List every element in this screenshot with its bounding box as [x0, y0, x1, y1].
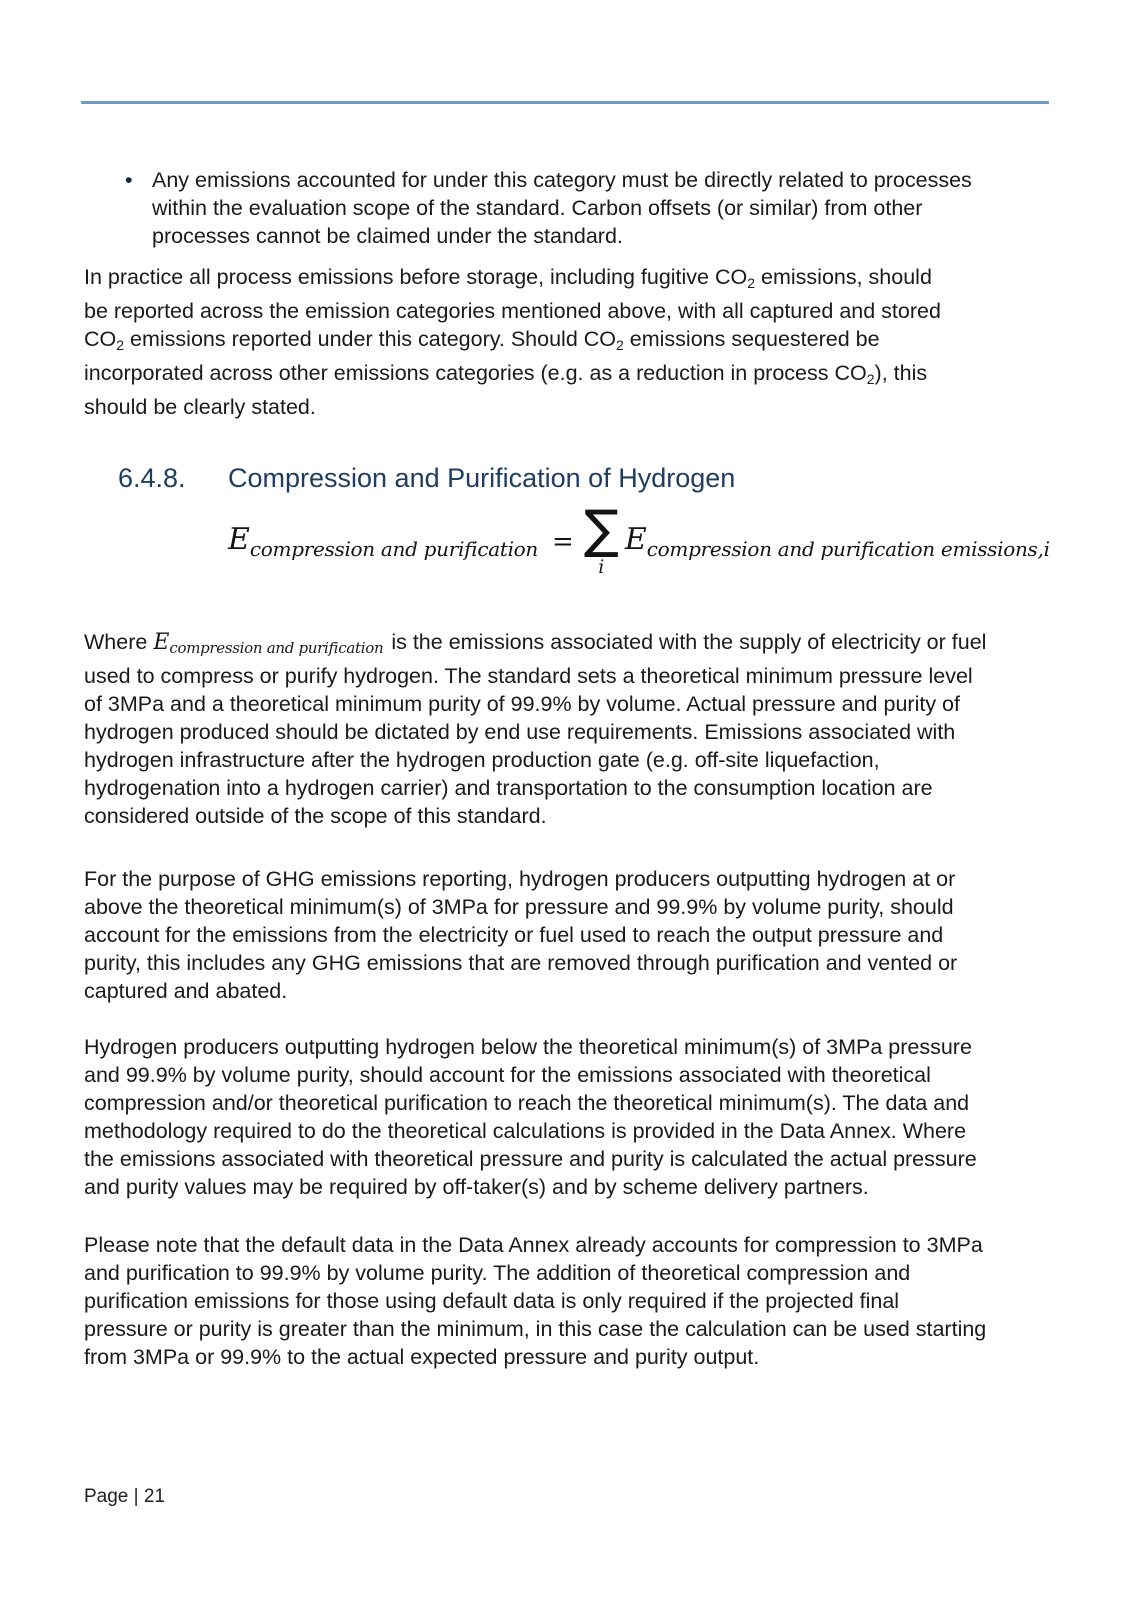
summation-index: i — [598, 556, 605, 579]
sigma-icon: ∑ — [583, 500, 619, 560]
paragraph-where-definition: Where Ecompression and purification is the emissions associated with the supply of electricity or fuel used to compress or purify hydrogen. The standard sets a theoretical minimum pressure level of 3MPa and a theoretical minimum purity of 99.9% by volume. Actual pressure and purity of hydrogen produced should be dictated by end use requirements. Emissions associated with hydrogen infrastructure after the hydrogen production gate (e.g. off-site liquefaction, hydrogenation into a hydrogen carrier) and transportation to the consumption location are considered outside of the scope of this standard. — [84, 630, 987, 828]
paragraph-below-minimum: Hydrogen producers outputting hydrogen below the theoretical minimum(s) of 3MPa pressure and 99.9% by volume purity, should account for the emissions associated with theoretical compression and/or theoretical purification to reach the theoretical minimum(s). The data and methodology required to do the theoretical calculations is provided in the Data Annex. Where the emissions associated with theoretical pressure and purity is calculated the actual pressure and purity values may be required by off-taker(s) and by scheme delivery partners. — [84, 1035, 977, 1199]
formula-lhs-base: E — [228, 522, 250, 558]
page-number: Page | 21 — [84, 1486, 166, 1507]
summation-symbol — [583, 500, 619, 579]
paragraph-in-practice: In practice all process emissions before storage, including fugitive CO2 emissions, should be reported across the emission categories mentioned above, with all captured and stored CO2 emissions reported under this category. Should CO2 emissions sequestered be incorporated across other emissions categories (e.g. as a reduction in process CO2), this should be clearly stated. — [84, 265, 941, 419]
bullet-item — [125, 166, 1085, 250]
formula-lhs — [228, 522, 538, 561]
section-heading-number: 6.4.8. — [118, 463, 186, 493]
formula-rhs-base: E — [624, 522, 647, 558]
section-heading — [118, 462, 735, 494]
header-rule — [81, 101, 1049, 104]
section-heading-title: Compression and Purification of Hydrogen — [228, 463, 736, 493]
formula-rhs — [625, 522, 1050, 561]
formula-compression-purification — [228, 500, 1050, 579]
bullet-marker: • — [125, 168, 133, 192]
formula-rhs-subscript: compression and purification emissions,i — [646, 537, 1050, 562]
bullet-paragraph: Any emissions accounted for under this category must be directly related to processes within the evaluation scope of the standard. Carbon offsets (or similar) from other processes cannot be claimed under the standard. — [152, 168, 972, 248]
formula-equals-sign: = — [552, 526, 574, 557]
paragraph-please-note: Please note that the default data in the Data Annex already accounts for compression to 3MPa and purification to 99.9% by volume purity. The addition of theoretical compression and purification emissions for those using default data is only required if the projected final pressure or purity is greater than the minimum, in this case the calculation can be used starting from 3MPa or 99.9% to the actual expected pressure and purity output. — [84, 1233, 987, 1369]
formula-lhs-subscript: compression and purification — [249, 537, 539, 562]
paragraph-ghg-reporting: For the purpose of GHG emissions reporting, hydrogen producers outputting hydrogen at or above the theoretical minimum(s) of 3MPa for pressure and 99.9% by volume purity, should account for the emissions from the electricity or fuel used to reach the output pressure and purity, this includes any GHG emissions that are removed through purification and vented or captured and abated. — [84, 867, 958, 1003]
